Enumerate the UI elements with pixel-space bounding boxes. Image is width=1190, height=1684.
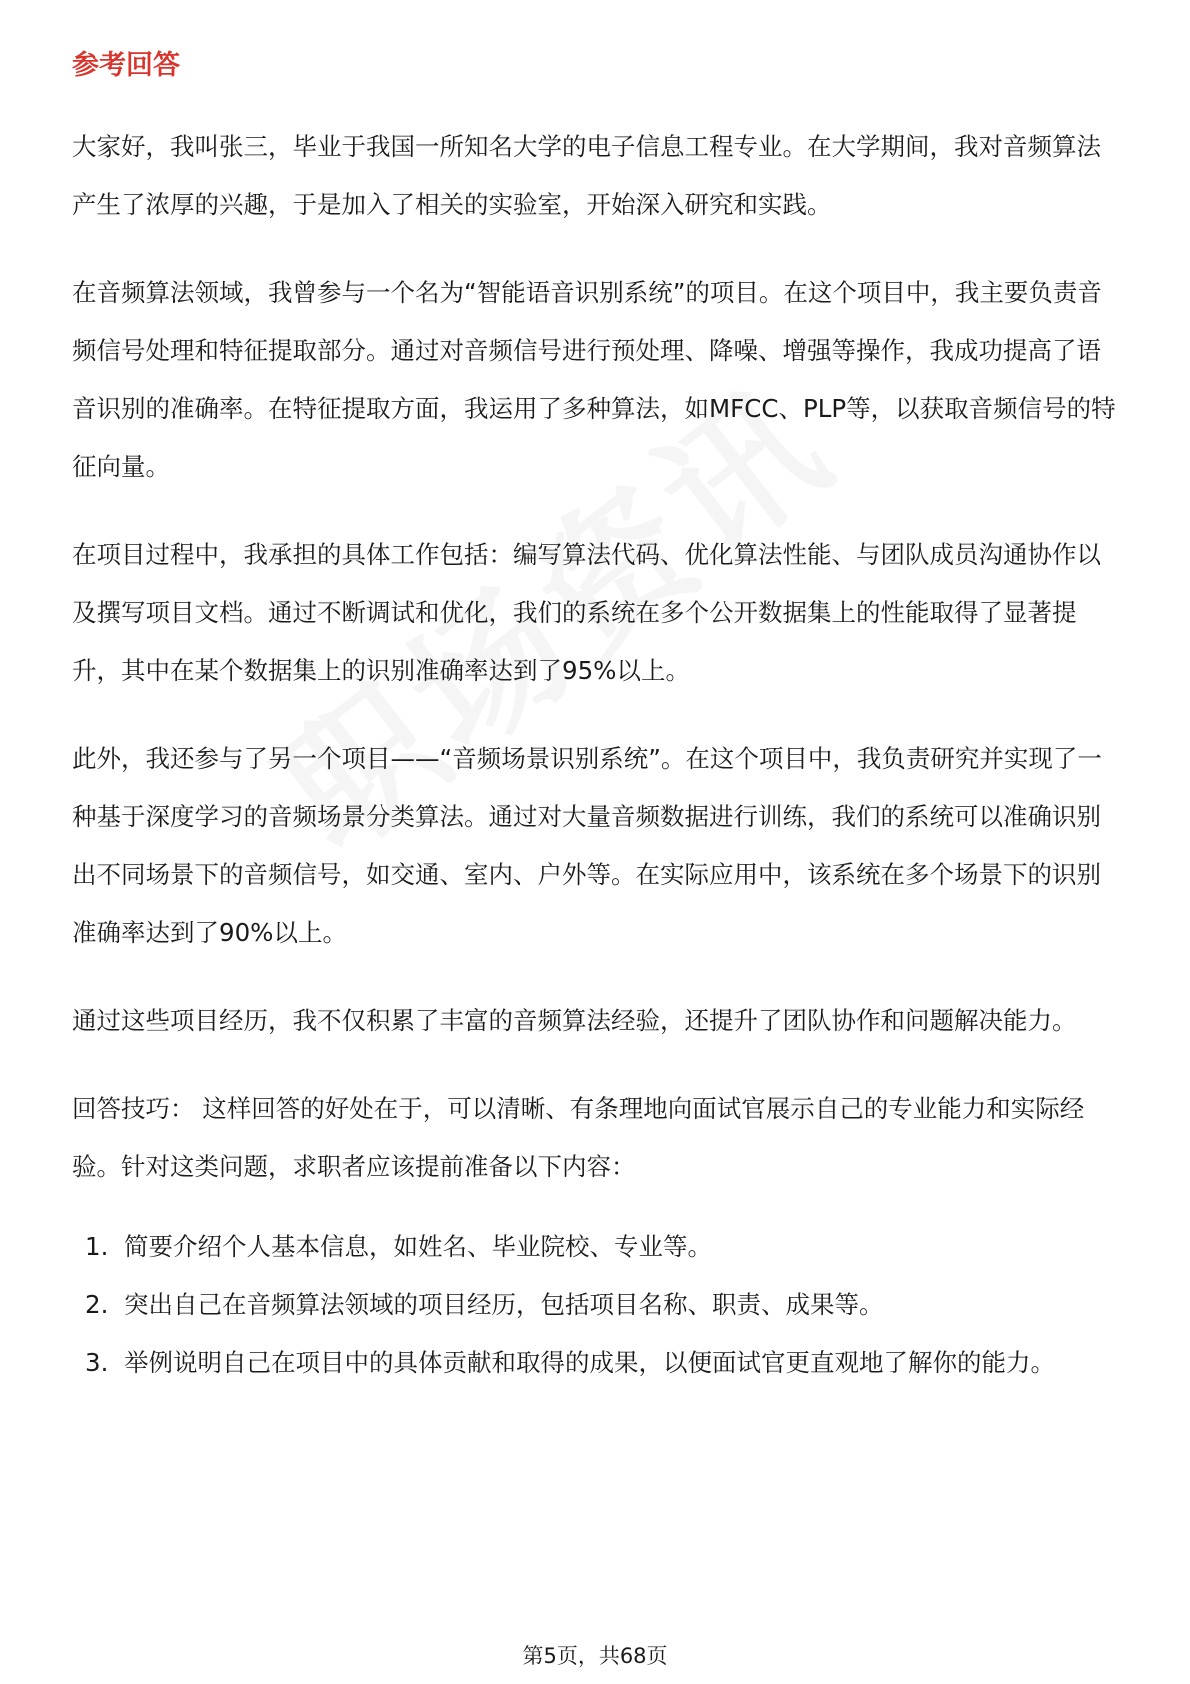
paragraph-summary: 通过这些项目经历，我不仅积累了丰富的音频算法经验，还提升了团队协作和问题解决能力。 xyxy=(72,1006,1077,1035)
paragraph-intro: 大家好，我叫张三，毕业于我国一所知名大学的电子信息工程专业。在大学期间，我对音频算法产生了浓厚的兴趣，于是加入了相关的实验室，开始深入研究和实践。 xyxy=(72,132,1101,219)
list-item xyxy=(72,1334,1122,1392)
paragraph-tips: 回答技巧： 这样回答的好处在于，可以清晰、有条理地向面试官展示自己的专业能力和实际经验。针对这类问题，求职者应该提前准备以下内容： xyxy=(72,1094,1085,1181)
paragraph-project-1: 在音频算法领域，我曾参与一个名为“智能语音识别系统”的项目。在这个项目中，我主要负责音频信号处理和特征提取部分。通过对音频信号进行预处理、降噪、增强等操作，我成功提高了语音识别的准确率。在特征提取方面，我运用了多种算法，如MFCC、PLP等，以获取音频信号的特征向量。 xyxy=(72,278,1116,481)
list-number: 1. xyxy=(85,1232,109,1261)
list-item xyxy=(72,1276,1122,1334)
list-text: 简要介绍个人基本信息，如姓名、毕业院校、专业等。 xyxy=(124,1232,712,1261)
list-text: 突出自己在音频算法领域的项目经历，包括项目名称、职责、成果等。 xyxy=(124,1290,884,1319)
list-number: 2. xyxy=(85,1290,109,1319)
answer-body xyxy=(72,118,1122,1392)
list-number: 3. xyxy=(85,1348,109,1377)
paragraph-project-2: 此外，我还参与了另一个项目——“音频场景识别系统”。在这个项目中，我负责研究并实现了一种基于深度学习的音频场景分类算法。通过对大量音频数据进行训练，我们的系统可以准确识别出不同场景下的音频信号，如交通、室内、户外等。在实际应用中，该系统在多个场景下的识别准确率达到了90%以上。 xyxy=(72,744,1102,947)
paragraph-responsibilities: 在项目过程中，我承担的具体工作包括：编写算法代码、优化算法性能、与团队成员沟通协作以及撰写项目文档。通过不断调试和优化，我们的系统在多个公开数据集上的性能取得了显著提升，其中在某个数据集上的识别准确率达到了95%以上。 xyxy=(72,540,1101,685)
page-footer: 第5页，共68页 xyxy=(522,1644,668,1668)
list-item xyxy=(72,1218,1122,1276)
section-heading: 参考回答 xyxy=(72,50,180,81)
list-text: 举例说明自己在项目中的具体贡献和取得的成果，以便面试官更直观地了解你的能力。 xyxy=(124,1348,1055,1377)
tips-list xyxy=(72,1218,1122,1392)
